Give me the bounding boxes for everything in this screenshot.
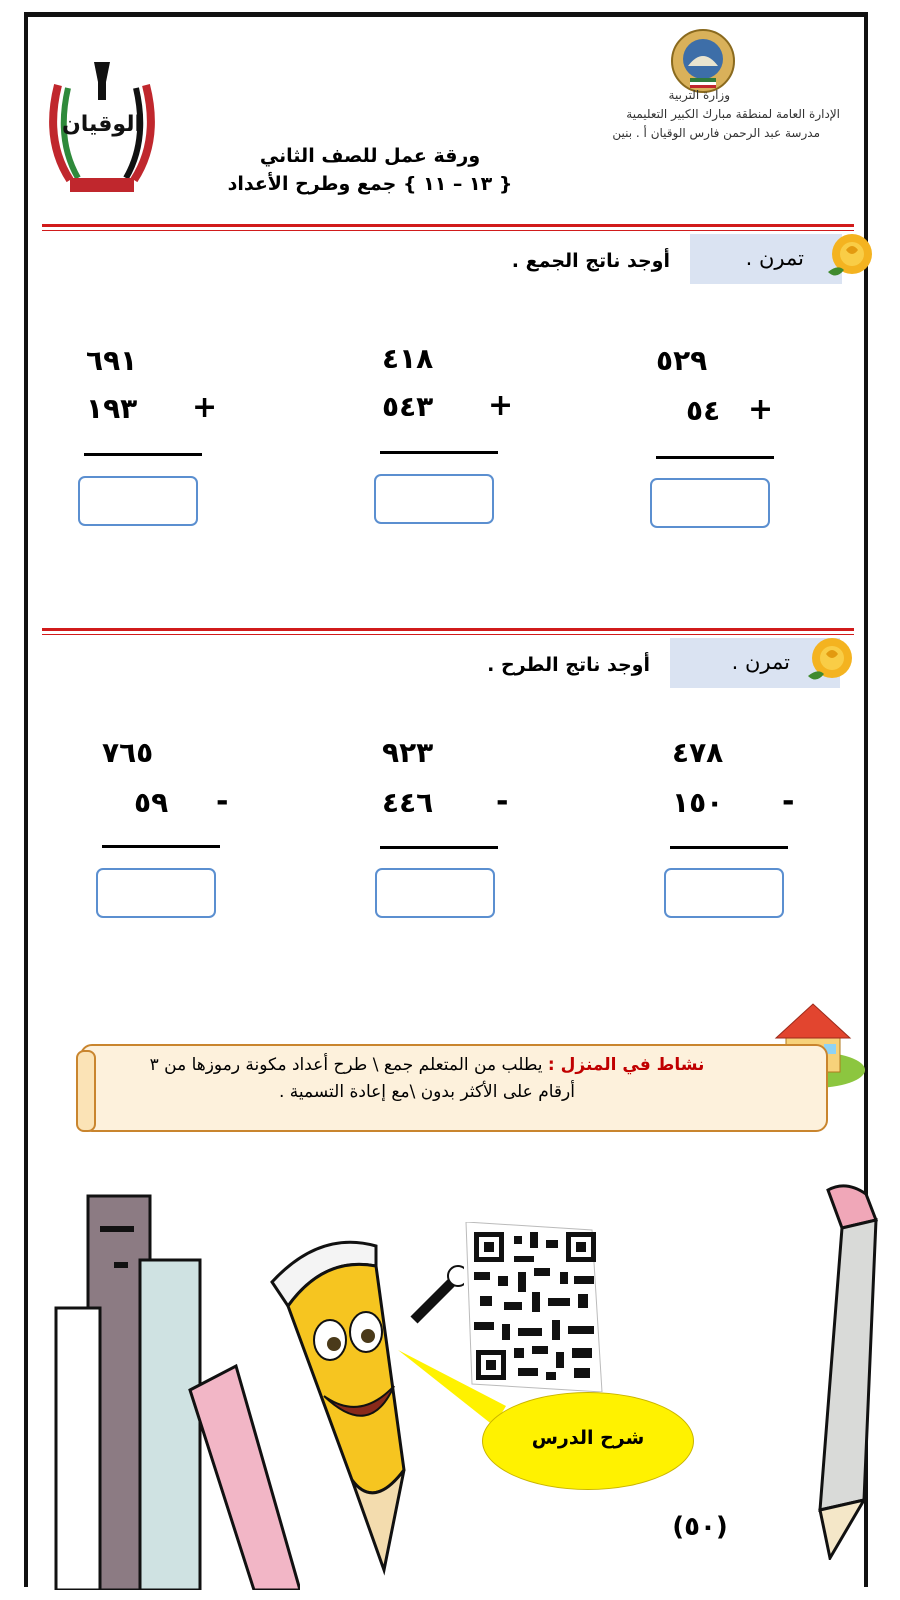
home-activity-line1: يطلب من المتعلم جمع \ طرح أعداد مكونة رموزها من ٣ (149, 1055, 543, 1075)
school-logo (40, 60, 164, 200)
exercise2-instruction: أوجد ناتج الطرح . (487, 654, 650, 676)
rose-icon (802, 632, 860, 688)
problem-top-number: ٧٦٥ (102, 736, 154, 769)
minus-sign: - (216, 784, 229, 819)
books-illustration (40, 1190, 300, 1590)
problem-top-number: ٦٩١ (86, 344, 138, 377)
exercise1-label: تمرن . (745, 246, 804, 270)
header-divider-thin (42, 230, 854, 231)
answer-line (84, 453, 202, 456)
section-divider (42, 628, 854, 631)
answer-box[interactable] (374, 474, 494, 524)
answer-line (656, 456, 774, 459)
answer-box[interactable] (96, 868, 216, 918)
logo-text: الوقيان (61, 112, 143, 137)
problem-bottom-number: ٤٤٦ (382, 786, 434, 819)
exercise1-label-box (690, 234, 842, 284)
problem-bottom-number: ١٩٣ (86, 392, 138, 425)
answer-box[interactable] (664, 868, 784, 918)
plus-sign: + (488, 388, 514, 423)
exercise1-instruction: أوجد ناتج الجمع . (511, 250, 670, 272)
problem-bottom-number: ٥٤ (686, 394, 721, 427)
problem-top-number: ٤١٨ (382, 342, 434, 375)
school-line: مدرسة عبد الرحمن فارس الوقيان أ . بنين (612, 126, 820, 140)
home-activity-line2: أرقام على الأكثر بدون \مع إعادة التسمية . (279, 1082, 575, 1102)
home-activity-box (80, 1044, 828, 1132)
scroll-roll-icon (76, 1050, 96, 1132)
speech-bubble (482, 1392, 694, 1490)
home-activity-label: نشاط في المنزل : (547, 1055, 705, 1075)
problem-bottom-number: ٥٤٣ (382, 390, 434, 423)
ministry-line: وزارة التربية (668, 88, 730, 102)
plus-sign: + (748, 392, 774, 427)
answer-line (102, 845, 220, 848)
answer-line (380, 846, 498, 849)
header-divider (42, 224, 854, 227)
rose-icon (822, 228, 880, 284)
problem-bottom-number: ١٥٠ (672, 786, 724, 819)
answer-box[interactable] (650, 478, 770, 528)
worksheet-subtitle: { ١٣ – ١١ } جمع وطرح الأعداد (227, 173, 513, 195)
problem-bottom-number: ٥٩ (134, 786, 169, 819)
section-divider-thin (42, 634, 854, 635)
pencil-icon (790, 1180, 890, 1560)
problem-top-number: ٩٢٣ (382, 736, 434, 769)
problem-top-number: ٥٢٩ (656, 344, 708, 377)
minus-sign: - (496, 784, 509, 819)
answer-box[interactable] (375, 868, 495, 918)
worksheet-title: ورقة عمل للصف الثاني (259, 145, 481, 167)
plus-sign: + (192, 390, 218, 425)
directorate-line: الإدارة العامة لمنطقة مبارك الكبير التعليمية (626, 107, 840, 121)
answer-line (670, 846, 788, 849)
exercise2-label: تمرن . (731, 650, 790, 674)
bubble-text: شرح الدرس (531, 1427, 645, 1449)
page-number: (٥٠) (672, 1512, 728, 1542)
minus-sign: - (782, 784, 795, 819)
problem-top-number: ٤٧٨ (672, 736, 724, 769)
answer-box[interactable] (78, 476, 198, 526)
speech-bubble-tail (398, 1340, 508, 1430)
answer-line (380, 451, 498, 454)
